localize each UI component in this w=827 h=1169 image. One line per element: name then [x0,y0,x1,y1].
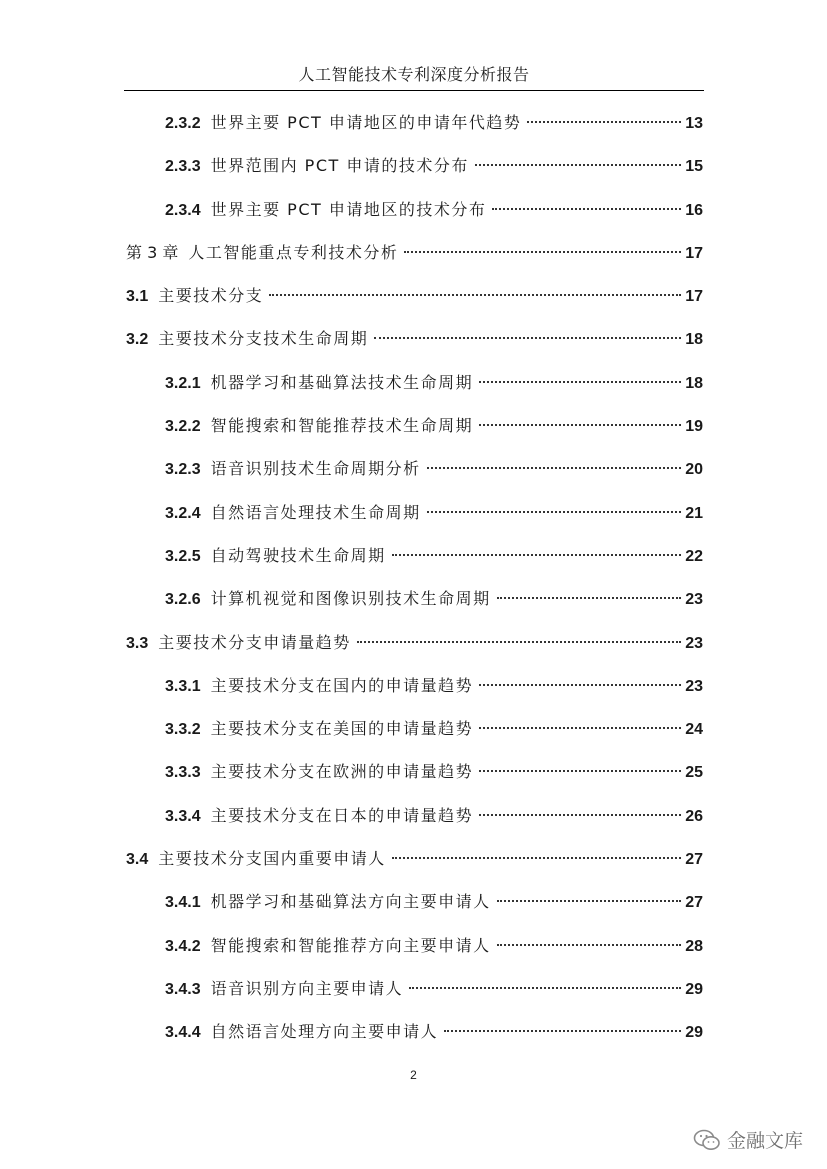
toc-entry-number: 3.2.5 [165,547,201,565]
toc-dot-leader [527,121,681,123]
toc-entry-number: 3.4.3 [165,980,201,998]
toc-entry-page: 17 [685,288,703,306]
toc-entry-page: 20 [685,461,703,479]
toc-entry-title: 语音识别方向主要申请人 [210,978,404,998]
toc-entry-number: 2.3.2 [165,115,201,132]
toc-entry-number: 3.3.3 [165,764,201,782]
toc-entry-page: 28 [685,937,703,955]
toc-entry-number: 3.3 [126,634,149,652]
toc-entry-title: 主要技术分支申请量趋势 [158,632,351,652]
toc-entry[interactable] [0,188,703,231]
toc-entry[interactable] [0,967,703,1010]
toc-entry-title: 自动驾驶技术生命周期 [210,545,386,565]
toc-entry-title: 机器学习和基础算法方向主要申请人 [210,892,491,912]
toc-entry-number: 3.2.1 [165,374,201,392]
toc-entry-page: 27 [685,851,703,869]
toc-entry-page: 16 [685,201,703,219]
header-divider [124,90,704,91]
toc-dot-leader [404,251,681,253]
toc-entry-page: 25 [685,764,703,782]
toc-entry[interactable] [0,707,703,750]
toc-entry-page: 22 [685,547,703,565]
table-of-contents [0,101,827,1054]
toc-entry-page: 13 [685,115,703,132]
toc-dot-leader [479,770,681,772]
page-header-title: 人工智能技术专利深度分析报告 [298,65,530,84]
toc-dot-leader [479,381,681,383]
toc-dot-leader [497,597,682,599]
toc-dot-leader [269,294,681,296]
toc-entry-number: 3.2.6 [165,591,201,609]
toc-entry-page: 18 [685,331,703,349]
toc-entry-title: 主要技术分支技术生命周期 [158,329,369,349]
toc-entry-page: 17 [685,244,703,262]
toc-entry-page: 21 [685,504,703,522]
toc-entry-title: 世界范围内 PCT 申请的技术分布 [210,156,469,176]
toc-entry[interactable] [0,274,703,317]
wechat-icon [693,1129,721,1151]
toc-entry-title: 世界主要 PCT 申请地区的申请年代趋势 [210,113,522,132]
toc-entry-title: 主要技术分支国内重要申请人 [158,849,386,869]
watermark-text: 金融文库 [726,1130,803,1152]
page-number: 2 [410,1068,417,1082]
toc-entry-page: 24 [685,721,703,739]
toc-entry-number: 3.4.2 [165,937,201,955]
toc-entry-title: 语音识别技术生命周期分析 [210,459,421,479]
toc-entry-page: 27 [685,894,703,912]
toc-entry-number: 3.3.4 [165,807,201,825]
toc-dot-leader [497,900,682,902]
toc-entry-page: 23 [685,634,703,652]
toc-entry-title: 人工智能重点专利技术分析 [188,242,399,262]
toc-dot-leader [357,641,681,643]
toc-entry-number: 3.3.1 [165,677,201,695]
toc-entry-title: 机器学习和基础算法技术生命周期 [210,372,474,392]
toc-entry-page: 18 [685,374,703,392]
toc-entry[interactable] [0,794,703,837]
toc-entry-page: 23 [685,677,703,695]
toc-entry[interactable] [0,447,703,490]
toc-dot-leader [479,814,681,816]
toc-entry-number: 3.2.3 [165,461,201,479]
toc-entry-page: 29 [685,980,703,998]
toc-entry[interactable] [0,534,703,577]
toc-entry-title: 计算机视觉和图像识别技术生命周期 [210,589,491,609]
toc-entry-page: 26 [685,807,703,825]
toc-entry-number: 3.2 [126,331,149,349]
toc-dot-leader [392,554,682,556]
toc-entry-title: 自然语言处理方向主要申请人 [210,1022,439,1042]
toc-entry[interactable] [0,317,703,360]
toc-dot-leader [444,1030,681,1032]
toc-dot-leader [427,511,682,513]
toc-entry-title: 主要技术分支 [158,286,264,306]
toc-dot-leader [427,467,682,469]
toc-entry-title: 智能搜索和智能推荐方向主要申请人 [210,935,491,955]
toc-entry[interactable] [0,1010,703,1053]
toc-entry[interactable] [0,361,703,404]
toc-entry-number: 3.2.2 [165,418,201,436]
toc-dot-leader [475,164,681,166]
toc-entry-number: 第 3 章 [126,242,179,262]
toc-entry-page: 23 [685,591,703,609]
toc-entry-title: 主要技术分支在美国的申请量趋势 [210,719,474,739]
toc-entry[interactable] [0,924,703,967]
toc-entry[interactable] [0,750,703,793]
toc-entry-title: 主要技术分支在日本的申请量趋势 [210,805,474,825]
toc-entry-number: 3.1 [126,288,149,306]
toc-dot-leader [409,987,681,989]
toc-entry-number: 3.4 [126,851,149,869]
toc-dot-leader [392,857,681,859]
toc-entry-title: 主要技术分支在欧洲的申请量趋势 [210,762,474,782]
toc-dot-leader [479,684,681,686]
toc-entry-title: 世界主要 PCT 申请地区的技术分布 [210,199,487,219]
toc-entry-number: 3.3.2 [165,721,201,739]
toc-entry[interactable] [0,880,703,923]
toc-dot-leader [479,727,681,729]
toc-entry-number: 3.4.1 [165,894,201,912]
toc-entry[interactable] [0,404,703,447]
toc-entry[interactable] [0,621,703,664]
toc-entry-page: 15 [685,158,703,176]
toc-entry[interactable] [0,837,703,880]
toc-entry[interactable] [0,664,703,707]
toc-entry-number: 2.3.4 [165,201,201,219]
toc-dot-leader [492,208,681,210]
toc-entry-page: 19 [685,418,703,436]
toc-entry[interactable] [0,101,703,144]
toc-entry-title: 智能搜索和智能推荐技术生命周期 [210,416,474,436]
toc-entry[interactable] [0,577,703,620]
toc-entry-title: 主要技术分支在国内的申请量趋势 [210,675,474,695]
toc-entry[interactable] [0,491,703,534]
watermark [693,1126,803,1153]
toc-dot-leader [479,424,681,426]
toc-entry-number: 2.3.3 [165,158,201,176]
toc-entry-number: 3.4.4 [165,1024,201,1042]
toc-dot-leader [374,337,681,339]
toc-entry-title: 自然语言处理技术生命周期 [210,502,421,522]
toc-entry[interactable] [0,144,703,187]
toc-dot-leader [497,944,682,946]
toc-entry[interactable] [0,231,703,274]
toc-entry-number: 3.2.4 [165,504,201,522]
toc-entry-page: 29 [685,1024,703,1042]
